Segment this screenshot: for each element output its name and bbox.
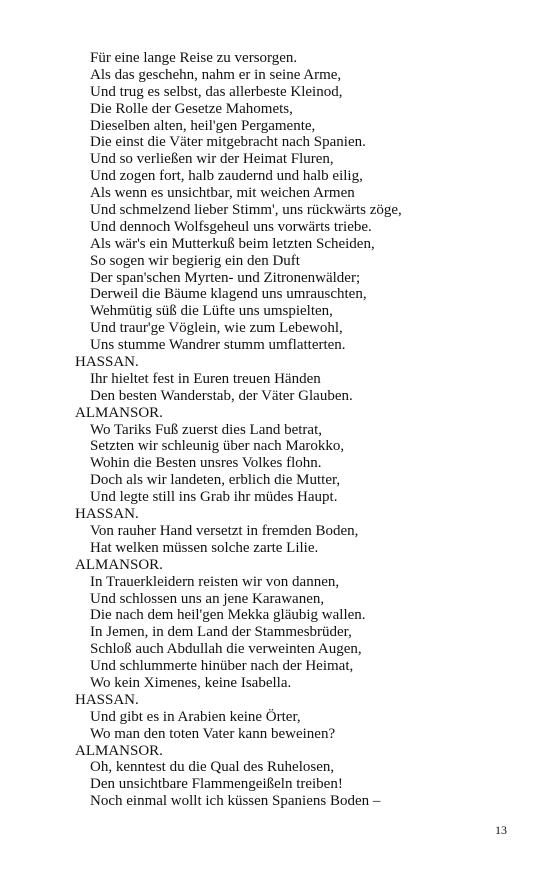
verse-line: Ihr hieltet fest in Euren treuen Händen bbox=[90, 370, 321, 387]
verse-line: Und schmelzend lieber Stimm', uns rückwärts zöge, bbox=[90, 202, 402, 219]
verse-line: Als das geschehn, nahm er in seine Arme, bbox=[90, 66, 342, 83]
speaker-name: ALMANSOR. bbox=[75, 742, 163, 759]
verse-line: Die nach dem heil'gen Mekka gläubig wallen. bbox=[90, 607, 366, 624]
play-text bbox=[75, 50, 515, 810]
verse-line: Den unsichtbare Flammengeißeln treiben! bbox=[90, 776, 343, 793]
verse-line: Doch als wir landeten, erblich die Mutter, bbox=[90, 472, 341, 489]
verse-line: Die Rolle der Gesetze Mahomets, bbox=[90, 100, 293, 117]
verse-line: Und traur'ge Vöglein, wie zum Lebewohl, bbox=[90, 320, 343, 337]
verse-line: Und so verließen wir der Heimat Fluren, bbox=[90, 151, 334, 168]
verse-line: So sogen wir begierig ein den Duft bbox=[90, 252, 300, 269]
verse-line: Noch einmal wollt ich küssen Spaniens Boden – bbox=[90, 793, 381, 810]
verse-line: Wo Tariks Fuß zuerst dies Land betrat, bbox=[90, 421, 322, 438]
verse-line: Wo man den toten Vater kann beweinen? bbox=[90, 725, 336, 742]
verse-line: Und schlossen uns an jene Karawanen, bbox=[90, 590, 325, 607]
verse-line: Setzten wir schleunig über nach Marokko, bbox=[90, 438, 345, 455]
verse-line: Hat welken müssen solche zarte Lilie. bbox=[90, 539, 319, 556]
verse-line: Schloß auch Abdullah die verweinten Augen, bbox=[90, 641, 362, 658]
verse-line: Oh, kenntest du die Qual des Ruhelosen, bbox=[90, 759, 335, 776]
verse-line: Derweil die Bäume klagend uns umrauschten, bbox=[90, 286, 367, 303]
verse-line: Die einst die Väter mitgebracht nach Spanien. bbox=[90, 134, 366, 151]
verse-line: Als wenn es unsichtbar, mit weichen Armen bbox=[90, 185, 355, 202]
verse-line: Für eine lange Reise zu versorgen. bbox=[90, 50, 298, 66]
verse-line: Und trug es selbst, das allerbeste Kleinod, bbox=[90, 83, 343, 100]
verse-line: Dieselben alten, heil'gen Pergamente, bbox=[90, 117, 316, 134]
speaker-name: HASSAN. bbox=[75, 506, 139, 523]
verse-line: Wo kein Ximenes, keine Isabella. bbox=[90, 674, 292, 691]
speaker-name: ALMANSOR. bbox=[75, 404, 163, 421]
verse-line: In Trauerkleidern reisten wir von dannen, bbox=[90, 573, 340, 590]
speaker-name: HASSAN. bbox=[75, 354, 139, 371]
verse-line: Und legte still ins Grab ihr müdes Haupt. bbox=[90, 489, 338, 506]
verse-line: Der span'schen Myrten- und Zitronenwälder; bbox=[90, 269, 361, 286]
verse-line: In Jemen, in dem Land der Stammesbrüder, bbox=[90, 624, 352, 641]
verse-line: Und zogen fort, halb zaudernd und halb eilig, bbox=[90, 168, 363, 185]
page-number: 13 bbox=[495, 823, 507, 837]
verse-line: Von rauher Hand versetzt in fremden Boden, bbox=[90, 522, 359, 539]
verse-line: Als wär's ein Mutterkuß beim letzten Scheiden, bbox=[90, 235, 375, 252]
verse-line: Den besten Wanderstab, der Väter Glauben. bbox=[90, 387, 353, 404]
verse-line: Wohin die Besten unsres Volkes flohn. bbox=[90, 455, 322, 472]
verse-line: Und schlummerte hinüber nach der Heimat, bbox=[90, 658, 354, 675]
verse-line: Uns stumme Wandrer stumm umflatterten. bbox=[90, 337, 346, 354]
speaker-name: HASSAN. bbox=[75, 691, 139, 708]
speaker-name: ALMANSOR. bbox=[75, 556, 163, 573]
verse-line: Und dennoch Wolfsgeheul uns vorwärts triebe. bbox=[90, 218, 372, 235]
verse-line: Wehmütig süß die Lüfte uns umspielten, bbox=[90, 303, 333, 320]
verse-line: Und gibt es in Arabien keine Örter, bbox=[90, 708, 301, 725]
